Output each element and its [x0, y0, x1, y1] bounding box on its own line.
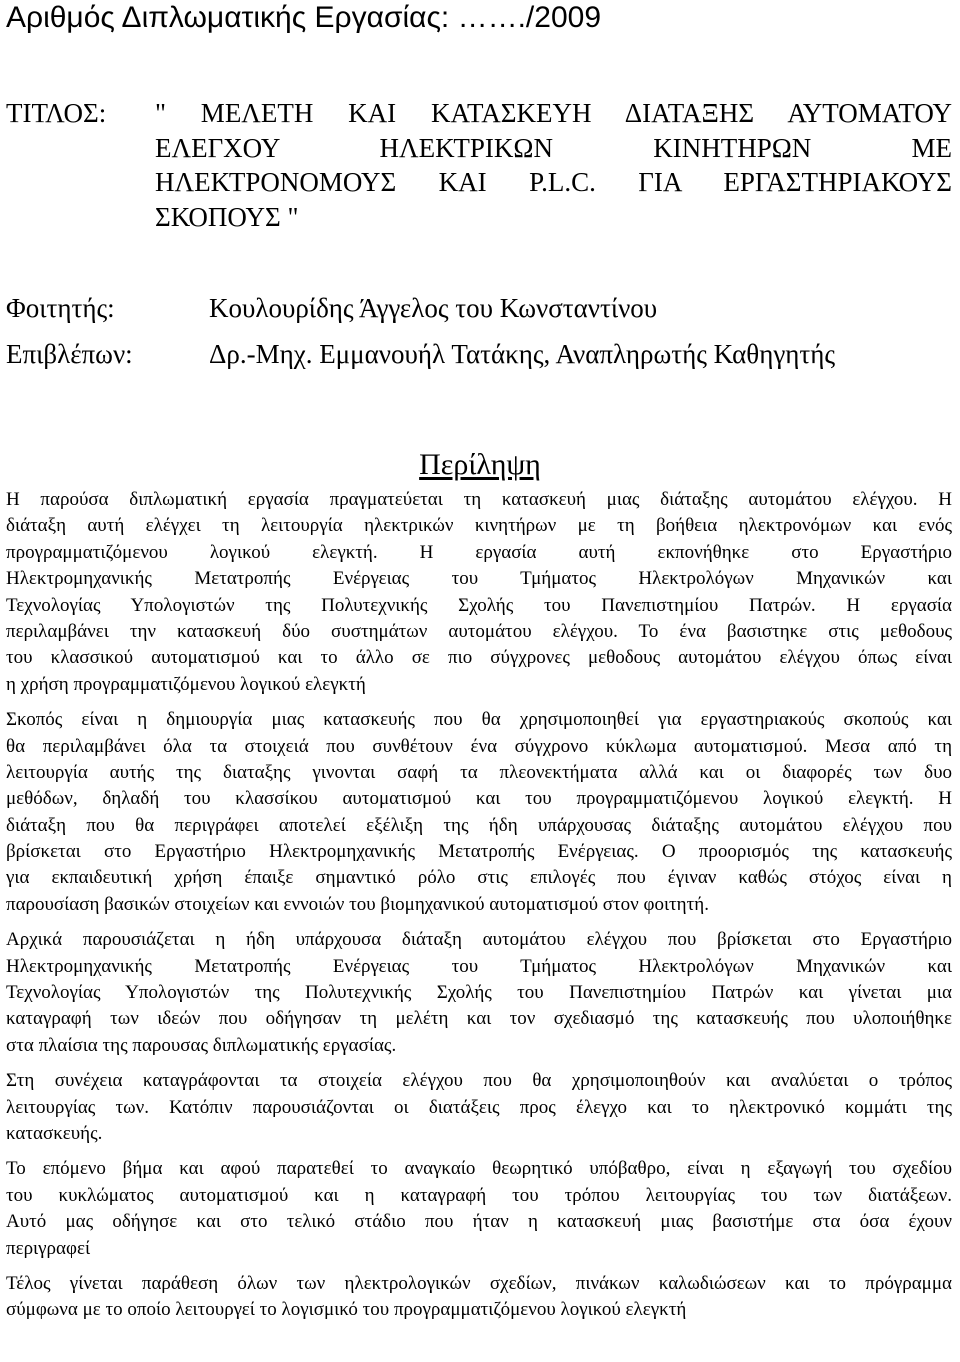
student-label: Φοιτητής:	[6, 293, 115, 323]
text-line: Τεχνολογίας Υπολογιστών της Πολυτεχνικής Σχολής του Πανεπιστημίου Πατρών. Η εργασία	[6, 594, 952, 616]
student-name: Κουλουρίδης Άγγελος του Κωνσταντίνου	[209, 293, 658, 323]
text-line: μεθόδων, δηλαδή του κλασσίκου αυτοματισμού και του προγραμματιζόμενου λογικού ελεγκτή. Η	[6, 788, 952, 810]
summary-paragraph	[6, 1068, 952, 1147]
supervisor-label: Επιβλέπων:	[6, 339, 133, 369]
text-line: Ηλεκτρομηχανικής Μετατροπής Ενέργειας του Τμήματος Ηλεκτρολόγων Μηχανικών και	[6, 955, 952, 977]
text-line: στα πλαίσια της παρουσας διπλωματικής εργασίας.	[6, 1034, 397, 1056]
summary-paragraph	[6, 707, 952, 918]
title-line: ΣΚΟΠΟΥΣ "	[155, 201, 299, 232]
summary-body	[6, 487, 952, 1333]
text-line: διάταξη που θα περιγράφει αποτελεί εξέλιξη της ήδη υπάρχουσας διάταξης αυτομάτου ελέγχου που	[6, 814, 952, 836]
title-line: ΕΛΕΓΧΟΥ ΗΛΕΚΤΡΙΚΩΝ ΚΙΝΗΤΗΡΩΝ ΜΕ	[155, 132, 952, 163]
text-line: λειτουργίας των. Κατόπιν παρουσιάζονται οι διατάξεις προς έλεγχο και το ηλεκτρονικό κομμάτι της	[6, 1096, 952, 1118]
text-line: διάταξη αυτή ελέγχει τη λειτουργία ηλεκτρικών κινητήρων με τη βοήθεια ηλεκτρονόμων και ενός	[6, 515, 952, 537]
summary-heading: Περίληψη	[419, 448, 541, 481]
text-line: Αρχικά παρουσιάζεται η ήδη υπάρχουσα διάταξη αυτομάτου ελέγχου που βρίσκεται στο Εργαστήριο	[6, 929, 952, 951]
summary-paragraph	[6, 487, 952, 698]
text-line: Το επόμενο βήμα και αφού παρατεθεί το αναγκαίο θεωρητικό υπόβαθρο, είναι η εξαγωγή του σχεδίου	[6, 1158, 952, 1180]
supervisor-name: Δρ.-Μηχ. Εμμανουήλ Τατάκης, Αναπληρωτής Καθηγητής	[209, 339, 836, 369]
text-line: Ηλεκτρομηχανικής Μετατροπής Ενέργειας του Τμήματος Ηλεκτρολόγων Μηχανικών και	[6, 568, 952, 590]
text-line: κατασκευής.	[6, 1122, 103, 1144]
thesis-title	[155, 96, 952, 234]
text-line: λειτουργία αυτής της διαταξης γινονται σαφή τα πλεονεκτήματα αλλά και οι διαφορές των δυο	[6, 761, 952, 783]
summary-paragraph	[6, 1156, 952, 1262]
text-line: καταγραφή των ιδεών που οδήγησαν τη μελέτη και τον σχεδιασμό της κατασκευής που υλοποιήθηκε	[6, 1008, 952, 1030]
thesis-number-heading: Αριθμός Διπλωματικής Εργασίας: ……./2009	[6, 1, 602, 34]
summary-paragraph	[6, 1271, 952, 1324]
text-line: Αυτό μας οδήγησε και στο τελικό στάδιο που ήταν η κατασκευή μιας βασιστήμε στα όσα έχουν	[6, 1211, 952, 1233]
text-line: του κλασσικού αυτοματισμού και το άλλο σε πιο σύγχρονες μεθοδους αυτομάτου ελέγχου όπως είναι	[6, 647, 952, 669]
text-line: προγραμματιζόμενου λογικού ελεγκτή. Η εργασία αυτή εκπονήθηκε στο Εργαστήριο	[6, 541, 952, 563]
text-line: Η παρούσα διπλωματική εργασία πραγματεύεται τη κατασκευή μιας διάταξης αυτομάτου ελέγχου. Η	[6, 489, 952, 510]
text-line: Στη συνέχεια καταγράφονται τα στοιχεία ελέγχου που θα χρησιμοποιηθούν και αναλύεται ο τρόπος	[6, 1070, 952, 1092]
text-line: Τέλος γίνεται παράθεση όλων των ηλεκτρολογικών σχεδίων, πινάκων καλωδιώσεων και το πρόγραμμα	[6, 1272, 952, 1294]
title-label: ΤΙΤΛΟΣ:	[6, 98, 107, 128]
text-line: παρουσίαση βασικών στοιχείων και εννοιών του βιομηχανικού αυτοματισμού στον φοιτητή.	[6, 893, 709, 915]
text-line: σύμφωνα με το οποίο λειτουργεί το λογισμικό του προγραμματιζόμενου λογικού ελεγκτή	[6, 1299, 687, 1321]
text-line: η χρήση προγραμματιζόμενου λογικού ελεγκτή	[6, 673, 366, 695]
text-line: βρίσκεται στο Εργαστήριο Ηλεκτρομηχανικής Μετατροπής Ενέργειας. Ο προορισμός της κατασκευής	[6, 841, 952, 863]
text-line: για εκπαιδευτική χρήση έπαιξε σημαντικό ρόλο στις επιλογές που έγιναν καθώς στόχος είναι η	[6, 867, 952, 889]
text-line: περιλαμβάνει την κατασκευή δύο συστημάτων αυτομάτου ελέγχου. Το ένα βασιστηκε στις μεθοδους	[6, 620, 952, 642]
text-line: Τεχνολογίας Υπολογιστών της Πολυτεχνικής Σχολής του Πανεπιστημίου Πατρών και γίνεται μια	[6, 982, 952, 1004]
text-line: του κυκλώματος αυτοματισμού και η καταγραφή του τρόπου λειτουργίας του των διατάξεων.	[6, 1184, 952, 1206]
text-line: περιγραφεί	[6, 1237, 91, 1259]
summary-paragraph	[6, 927, 952, 1059]
text-line: θα περιλαμβάνει όλα τα στοιχειά που συνθέτουν ένα σύγχρονο κύκλωμα αυτοματισμού. Μεσα από τη	[6, 735, 952, 757]
title-line: " ΜΕΛΕΤΗ ΚΑΙ ΚΑΤΑΣΚΕΥΗ ΔΙΑΤΑΞΗΣ ΑΥΤΟΜΑΤΟΥ	[155, 98, 952, 128]
text-line: Σκοπός είναι η δημιουργία μιας κατασκευής που θα χρησιμοποιηθεί για εργαστηριακούς σκοπούς και	[6, 709, 952, 731]
title-line: ΗΛΕΚΤΡΟΝΟΜΟΥΣ ΚΑΙ P.L.C. ΓΙΑ ΕΡΓΑΣΤΗΡΙΑΚΟΥΣ	[155, 167, 952, 197]
